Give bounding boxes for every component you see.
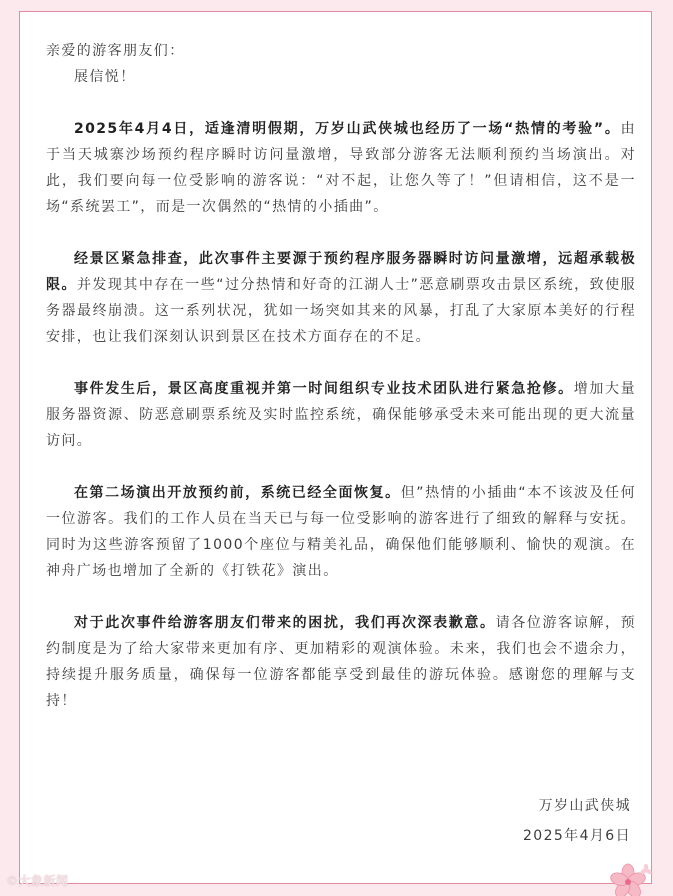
paragraph-2 [46,246,636,350]
paragraph-3-body: 增加大量服务器资源、防恶意刷票系统及实时监控系统，确保能够承受未来可能出现的更大流量访问。 [46,381,636,449]
letter-body [46,38,636,714]
paragraph-5-lead: 对于此次事件给游客朋友们带来的困扰，我们再次深表歉意。 [74,615,496,631]
paragraph-3-lead: 事件发生后，景区高度重视并第一时间组织专业技术团队进行紧急抢修。 [74,381,574,397]
paragraph-5-body: 请各位游客谅解，预约制度是为了给大家带来更加有序、更加精彩的观演体验。未来，我们也会不遗余力，持续提升服务质量，确保每一位游客都能享受到最佳的游玩体验。感谢您的理解与支持！ [46,615,636,709]
paragraph-4-lead: 在第二场演出开放预约前，系统已经全面恢复。 [74,485,401,501]
paragraph-1 [46,116,636,220]
greeting: 展信悦！ [74,69,136,85]
salutation: 亲爱的游客朋友们： [46,43,185,59]
paragraph-4-body: 但”热情的小插曲“本不该波及任何一位游客。我们的工作人员在当天已与每一位受影响的游客进行了细致的解释与安抚。同时为这些游客预留了1000个座位与精美礼品，确保他们能够顺利、愉快的观演。在神舟广场也增加了全新的《打铁花》演出。 [46,485,636,579]
signature [523,791,631,851]
signature-org: 万岁山武侠城 [538,798,631,814]
paragraph-1-lead: 2025年4月4日，适逢清明假期，万岁山武侠城也经历了一场“热情的考验”。 [74,121,621,137]
paragraph-2-lead: 经景区紧急排查，此次事件主要源于预约程序服务器瞬时访问量激增，远超承载极限。 [46,251,636,293]
watermark: ©大象新闻 [6,874,69,888]
paragraph-3 [46,376,636,454]
paragraph-1-body: 由于当天城寨沙场预约程序瞬时访问量激增，导致部分游客无法顺利预约当场演出。对此，我们要向每一位受影响的游客说：“对不起，让您久等了！”但请相信，这不是一场“系统罢工”，而是一次偶然的“热情的小插曲”。 [46,121,636,215]
paragraph-2-body: 并发现其中存在一些“过分热情和好奇的江湖人士”恶意刷票攻击景区系统，致使服务器最终崩溃。这一系列状况，犹如一场突如其来的风暴，打乱了大家原本美好的行程安排，也让我们深刻认识到景区在技术方面存在的不足。 [46,277,636,345]
paragraph-5 [46,610,636,714]
cherry-blossom-icon [606,862,652,896]
paragraph-4 [46,480,636,584]
signature-date: 2025年4月6日 [522,828,631,844]
